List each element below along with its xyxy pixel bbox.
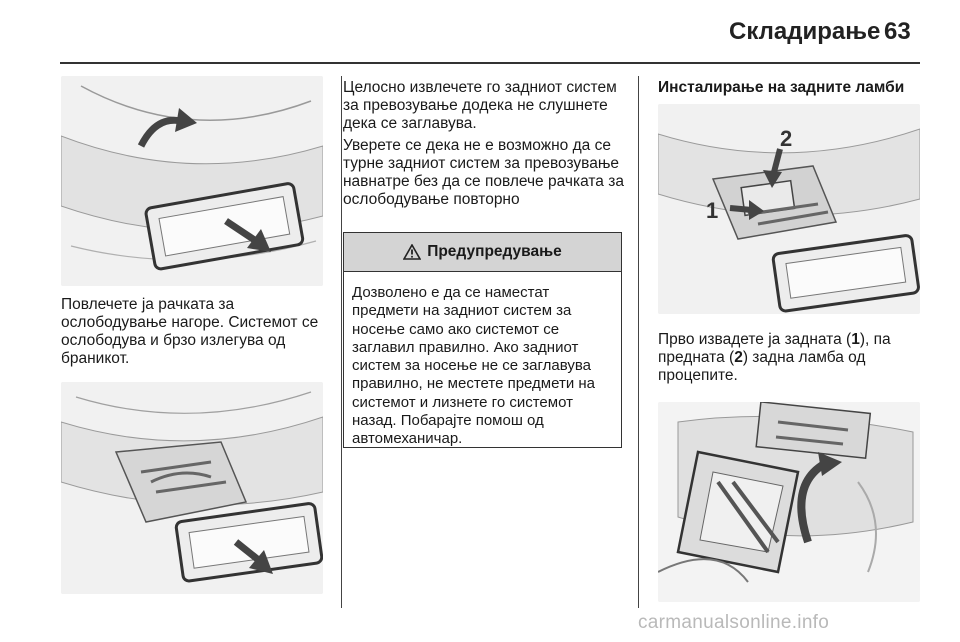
col2-paragraph-1: Целосно извлечете го задниот систем за превозување додека не слушнете дека се заглавува. (343, 79, 617, 132)
warning-icon (403, 244, 421, 260)
page-title: Складирање (729, 18, 881, 45)
header-rule (60, 62, 920, 64)
watermark: carmanualsonline.info (638, 612, 830, 633)
col3-paragraph-part2: ), па предната ( (658, 331, 891, 366)
column-divider-right (638, 76, 639, 608)
col2-paragraph-2: Уверете се дека не е возможно да се турне задниот систем за превозување навнатре без да се повлече рачката за ослободување повторно (343, 137, 624, 208)
column-divider-left (341, 76, 342, 608)
figure-label-2: 2 (780, 126, 793, 151)
warning-text: Дозволено е да се наместат предмети на задниот систем за носење само ако системот се заглавил правилно. Ако задниот систем за носење не се заглавува правилно, не местете предмети на системот и лизнете го системот назад. Побарајте помош од автомеханичар. (352, 284, 596, 448)
col3-num2: 2 (734, 349, 743, 366)
col3-paragraph-part1: Прво извадете ја задната ( (658, 331, 852, 348)
col3-paragraph-part3: ) задна ламба од процепите. (658, 349, 866, 384)
warning-header (344, 233, 621, 272)
warning-title: Предупредување (427, 243, 562, 260)
col1-paragraph: Повлечете ја рачката за ослободување нагоре. Системот се ослободува и брзо излегува од браникот. (61, 296, 319, 367)
figure-label-1: 1 (706, 198, 719, 223)
warning-box (343, 232, 622, 448)
illustration-lamp-removal (658, 402, 920, 602)
col3-paragraph (658, 331, 920, 385)
illustration-carrier-extended (61, 382, 323, 594)
page-number: 63 (884, 18, 911, 45)
col3-num1: 1 (851, 331, 860, 348)
col3-subheading: Инсталирање на задните ламби (658, 79, 905, 96)
illustration-rear-lamps-numbered (658, 104, 920, 314)
illustration-release-handle (61, 76, 323, 286)
